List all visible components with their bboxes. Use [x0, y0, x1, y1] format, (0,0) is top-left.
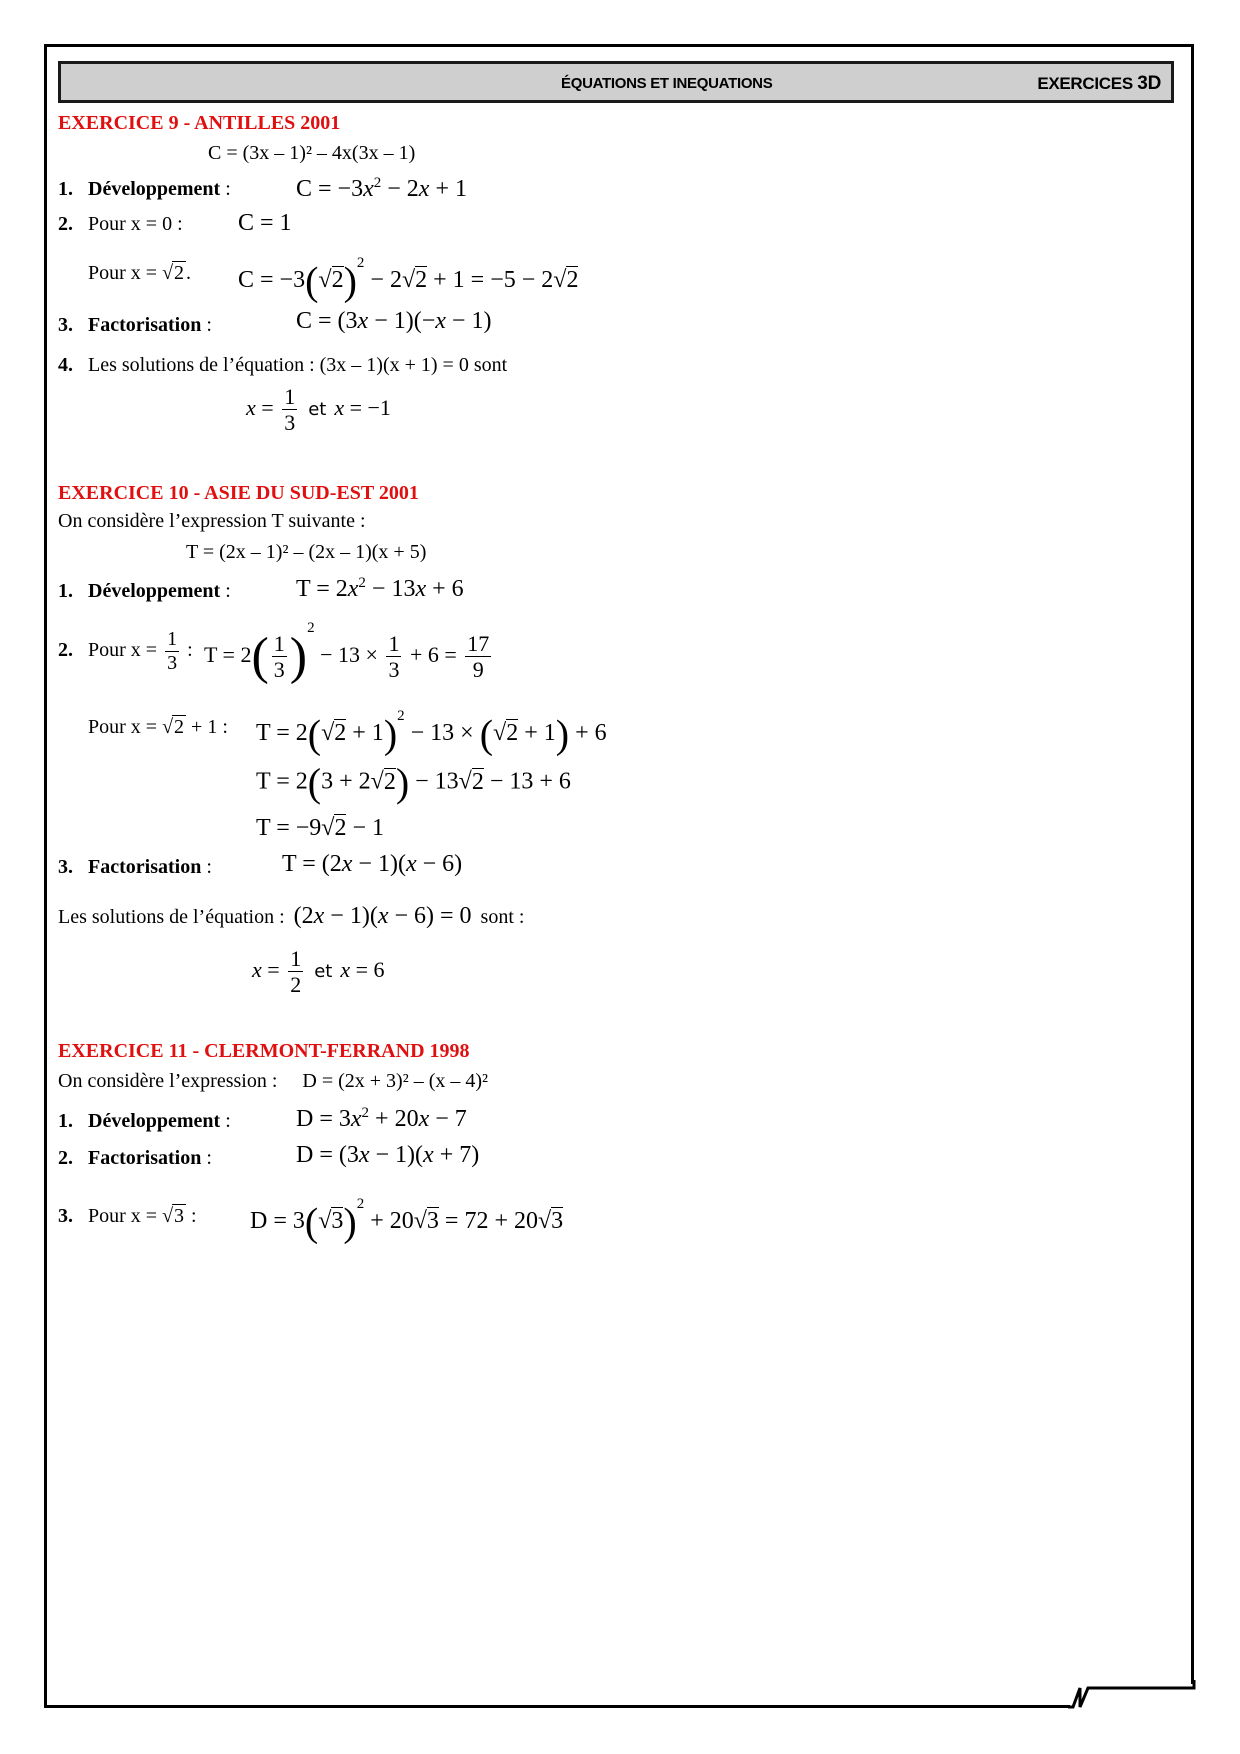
ex10-q1: [58, 580, 231, 603]
ex10-q1-colon: :: [220, 580, 231, 602]
ex9-q2-result-x0: C = 1: [238, 210, 292, 236]
ex10-q1-label: Développement: [88, 580, 221, 602]
ex9-q3-label: Factorisation: [88, 314, 202, 336]
ex9-q3-number: 3.: [58, 314, 73, 336]
ex10-q2-calc-line1: $T = 2(√2 + 1)^2 - 13 \times (√2 + 1) + 6$: [256, 708, 607, 757]
ex9-q2: [58, 213, 183, 236]
ex9-q2-pour-x0: Pour x = 0 :: [88, 213, 183, 235]
exercise-11-intro: On considère l’expression :: [58, 1070, 278, 1092]
ex10-q1-number: 1.: [58, 580, 73, 602]
ex10-q3-number: 3.: [58, 856, 73, 878]
header-title: ÉQUATIONS ET INEQUATIONS: [561, 75, 773, 92]
ex10-solutions-pre: Les solutions de l’équation :: [58, 906, 285, 928]
fraction-one-third: $\frac{1}{3}$: [167, 628, 178, 674]
ex9-q2-pour-sqrt2-post: .: [186, 262, 192, 284]
ex10-q3: [58, 856, 212, 879]
ex10-q3-colon: :: [201, 856, 212, 878]
ex10-q2-number: 2.: [58, 639, 73, 662]
ex10-q2-pour-sqrt2-pre: Pour x =: [88, 716, 163, 738]
ex9-q2-result-sqrt2: $C = -3(√2)^2 - 2√2 + 1 = -5 - 2√2$: [238, 255, 579, 304]
ex11-q3: [58, 1205, 197, 1228]
ex10-solutions-et: et: [314, 960, 333, 982]
ex9-q2-pour-sqrt2-rad: 2: [174, 262, 185, 284]
header-reference: [1037, 73, 1161, 95]
ex9-q1-result: $C = -3x^2 - 2x + 1$: [296, 175, 467, 202]
header-ref-level: 3D: [1137, 73, 1161, 94]
ex10-solutions-values: x = $\frac{1}{2}$ et x = 6: [252, 946, 385, 998]
page-frame-right: [1191, 44, 1194, 1684]
ex9-q3-colon: :: [201, 314, 212, 336]
ex11-q3-result: $D = 3(√3)^2 + 20√3 = 72 + 20√3$: [250, 1196, 564, 1245]
sqrt-symbol: √2: [162, 262, 185, 284]
ex10-solutions-equation: (2x − 1)(x − 6) = 0: [293, 903, 472, 929]
exercise-10-expression: T = (2x – 1)² – (2x – 1)(x + 5): [186, 541, 427, 563]
page-frame-left: [44, 44, 47, 1708]
ex10-q2-calc-line2: T = 2(3 + 2√2) − 13√2 − 13 + 6: [256, 760, 571, 805]
ex9-q1: [58, 178, 231, 201]
page-header: [58, 61, 1174, 103]
ex10-q2-calc-line3: T = −9√2 − 1: [256, 815, 385, 841]
ex10-q2-pour-x-pre: Pour x =: [88, 639, 163, 662]
ex11-q3-pour-x-rad: 3: [174, 1205, 185, 1227]
ex9-q1-number: 1.: [58, 178, 73, 200]
ex10-q3-result: T = (2x − 1)(x − 6): [282, 851, 463, 877]
sqrt-symbol: √3: [162, 1205, 185, 1227]
page-corner-decoration: [1068, 1680, 1198, 1712]
ex9-q4: [58, 354, 507, 377]
ex10-q2-pour-x-post: :: [182, 639, 193, 662]
ex11-q1-result: $D = 3x^2 + 20x - 7$: [296, 1105, 467, 1132]
ex9-q4-et: et: [308, 398, 327, 420]
ex9-q4-number: 4.: [58, 354, 73, 376]
ex10-q3-label: Factorisation: [88, 856, 202, 878]
ex9-q2-number: 2.: [58, 213, 73, 235]
page-frame-bottom: [44, 1705, 1070, 1708]
exercise-11-intro-line: [58, 1070, 488, 1093]
page-frame-top: [44, 44, 1194, 47]
ex10-q2-pour-sqrt2-post: + 1 :: [186, 716, 228, 738]
ex11-q1-colon: :: [220, 1110, 231, 1132]
exercise-9-title: EXERCICE 9 - ANTILLES 2001: [58, 112, 341, 134]
header-ref-prefix: EXERCICES: [1037, 74, 1138, 93]
ex11-q3-number: 3.: [58, 1205, 73, 1227]
ex9-q4-solutions: x = $\frac{1}{3}$ et x = −1: [246, 384, 391, 436]
ex9-q3: [58, 314, 212, 337]
ex11-q1-number: 1.: [58, 1110, 73, 1132]
ex11-q3-pour-x-pre: Pour x =: [88, 1205, 163, 1227]
ex11-q1-label: Développement: [88, 1110, 221, 1132]
ex11-q1: [58, 1110, 231, 1133]
sqrt-symbol: √2: [162, 716, 185, 738]
ex10-q1-result: $T = 2x^2 - 13x + 6$: [296, 575, 464, 602]
ex9-q3-result: C = (3x − 1)(−x − 1): [296, 308, 492, 334]
exercise-10-title: EXERCICE 10 - ASIE DU SUD-EST 2001: [58, 482, 419, 504]
ex9-q2-pour-sqrt2: [88, 262, 191, 285]
ex11-q2-result: D = (3x − 1)(x + 7): [296, 1142, 480, 1168]
exercise-10-intro: On considère l’expression T suivante :: [58, 510, 366, 532]
ex10-q2: [58, 628, 193, 675]
exercise-9-expression: C = (3x – 1)² – 4x(3x – 1): [208, 142, 416, 164]
ex11-q2-colon: :: [201, 1147, 212, 1169]
ex11-q3-pour-x-post: :: [186, 1205, 197, 1227]
ex10-q2-pour-sqrt2: [88, 716, 228, 739]
ex9-q1-label: Développement: [88, 178, 221, 200]
exercise-11-title: EXERCICE 11 - CLERMONT-FERRAND 1998: [58, 1040, 470, 1062]
ex9-q1-colon: :: [220, 178, 231, 200]
ex10-q2-result: T = 2( $\frac{1}{3}$ )$^2$ − 13 × $\frac{1}{3}$ + 6 = $\frac{17}{9}$: [204, 620, 490, 685]
ex10-q2-pour-sqrt2-rad: 2: [174, 716, 185, 738]
ex11-q2-number: 2.: [58, 1147, 73, 1169]
exercise-11-expression: D = (2x + 3)² – (x – 4)²: [302, 1070, 489, 1092]
ex9-q2-pour-sqrt2-pre: Pour x =: [88, 262, 163, 284]
ex11-q2-label: Factorisation: [88, 1147, 202, 1169]
ex10-solutions: [58, 903, 524, 930]
ex9-q4-text: Les solutions de l’équation : (3x – 1)(x + 1) = 0 sont: [88, 354, 508, 376]
ex11-q2: [58, 1147, 212, 1170]
ex10-solutions-post: sont :: [480, 906, 525, 928]
